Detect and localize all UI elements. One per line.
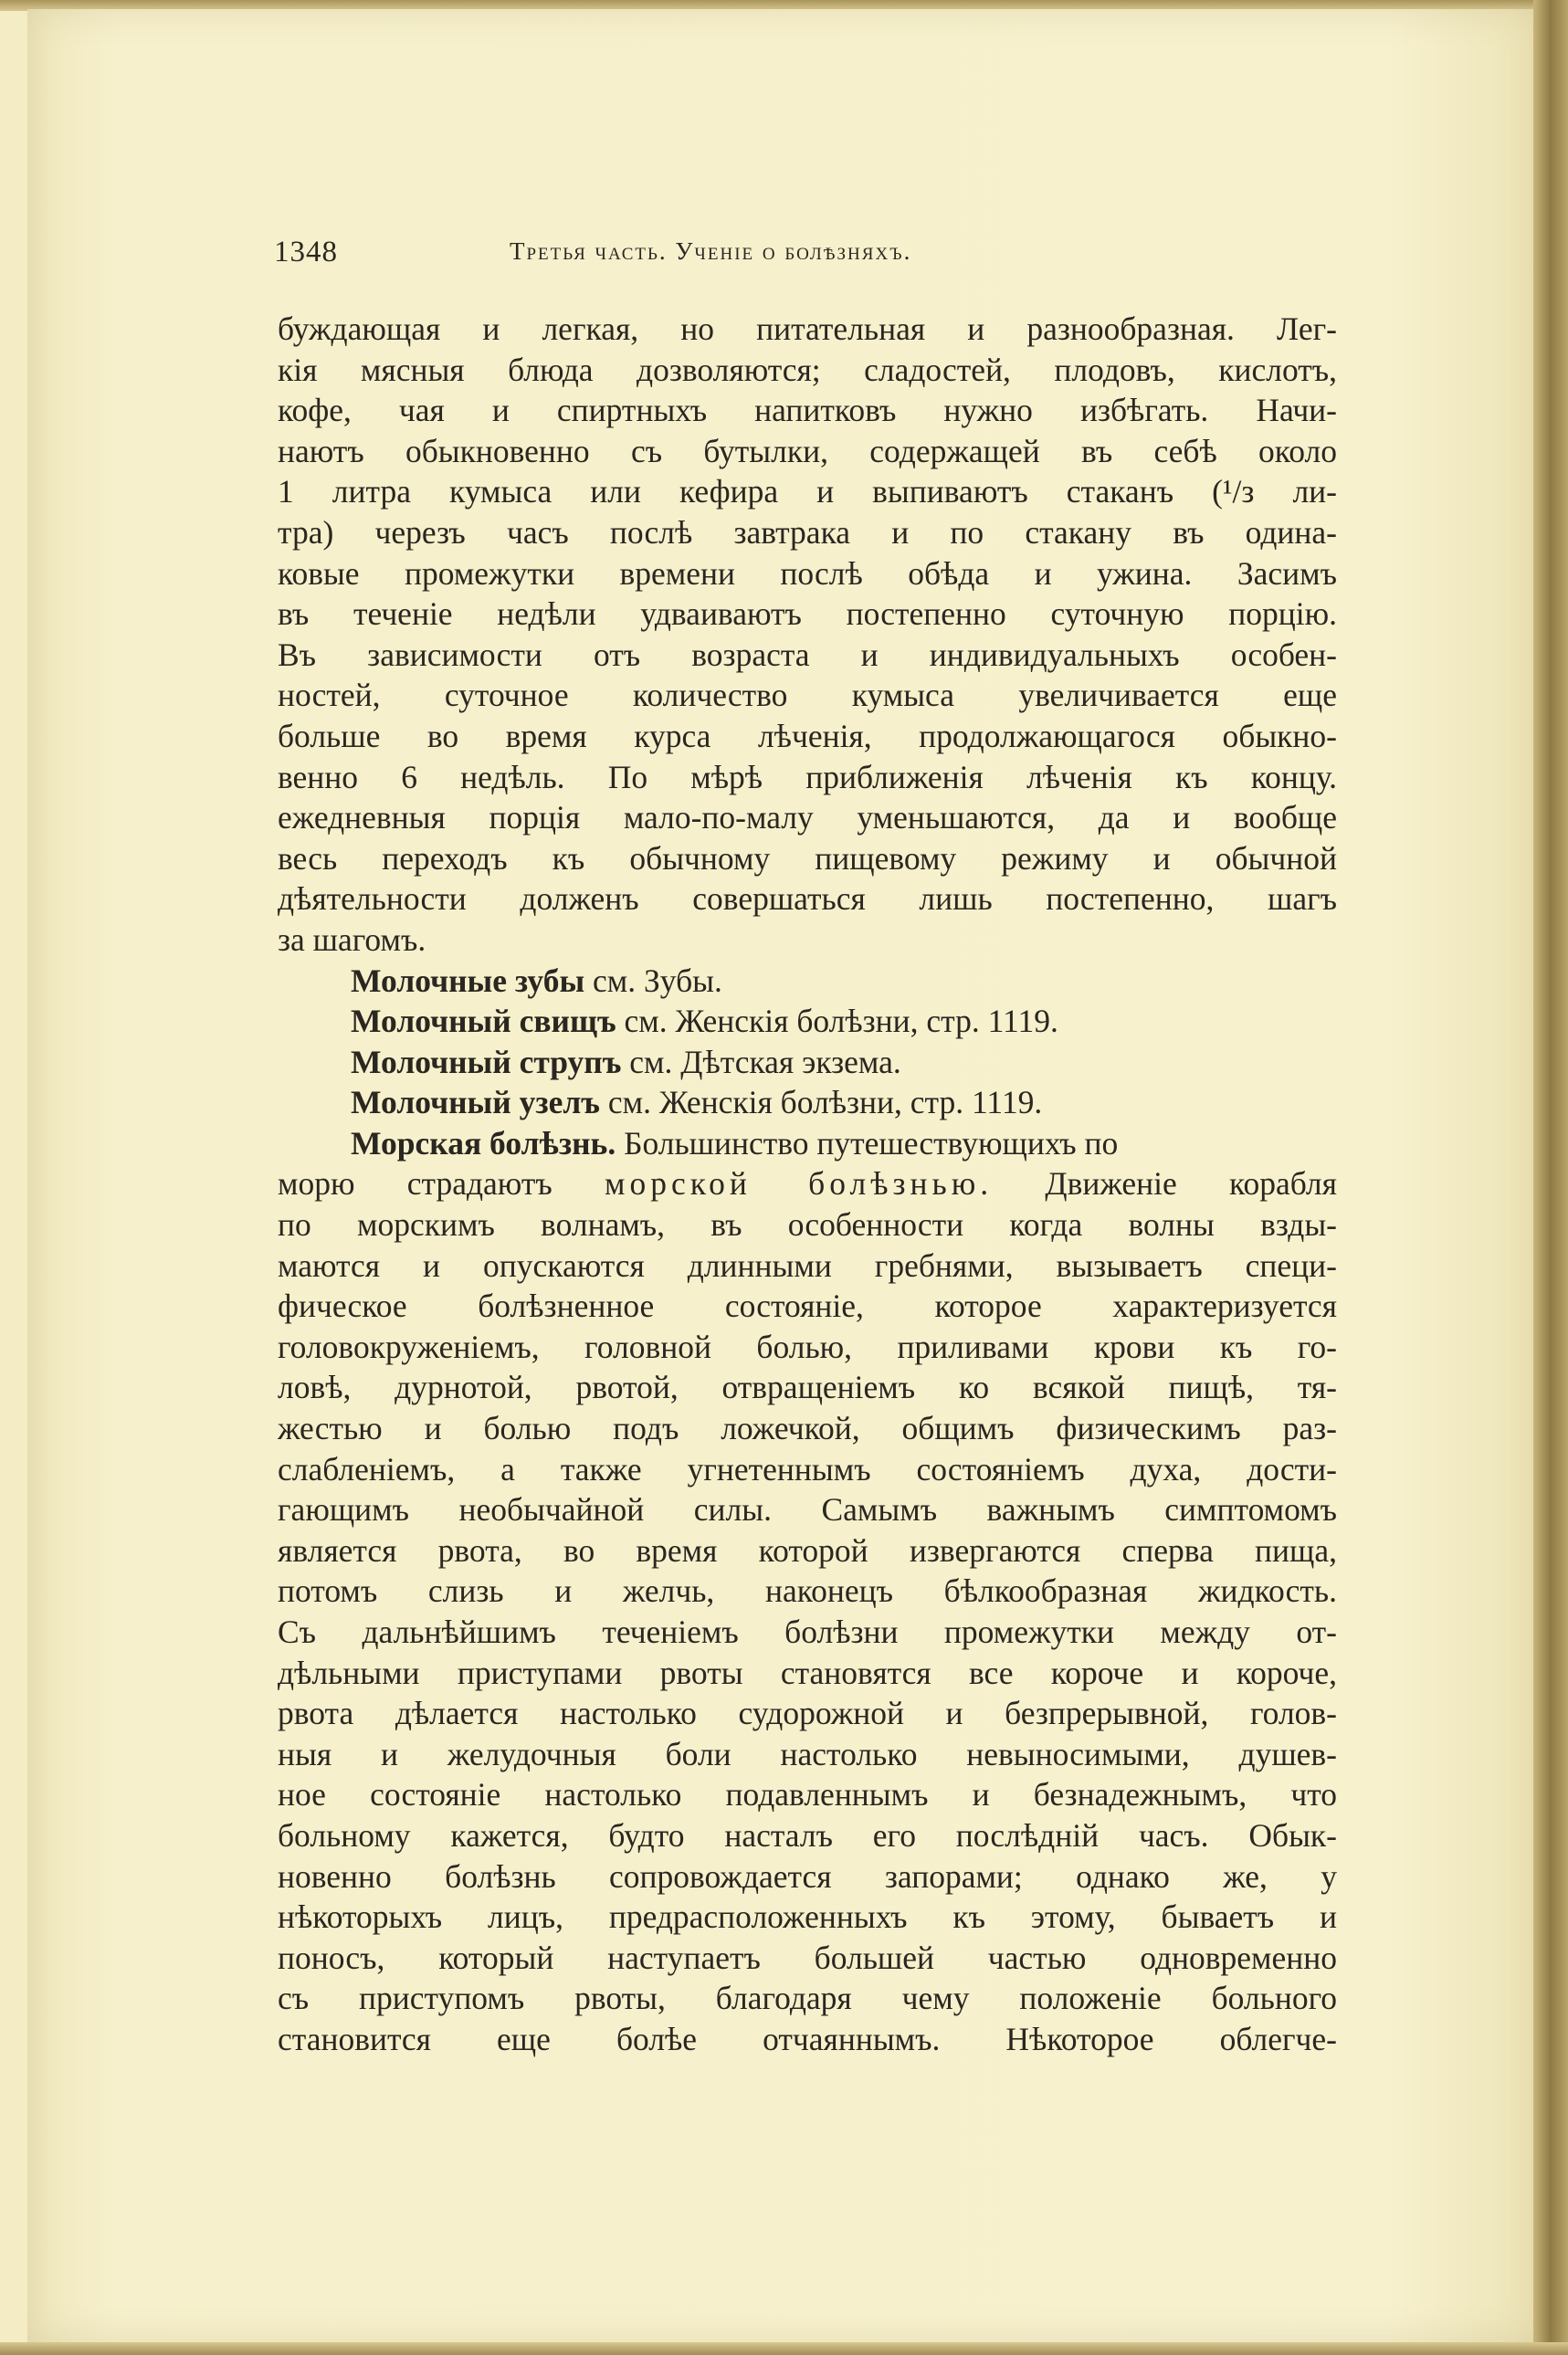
text-line: тра) черезъ часъ послѣ завтрака и по стакану въ одина- <box>278 513 1337 551</box>
text-line: ностей, суточное количество кумыса увеличивается еще <box>278 677 1337 714</box>
entry-reference: см. Зубы. <box>584 962 722 999</box>
text-line: Въ зависимости отъ возраста и индивидуальныхъ особен- <box>278 636 1337 673</box>
entry-line <box>278 1001 1337 1042</box>
running-title: Третья часть. Ученіе о болѣзняхъ. <box>510 237 912 265</box>
entry-reference: Большинство путешествующихъ по <box>616 1124 1119 1162</box>
text-line: кія мясныя блюда дозволяются; сладостей, плодовъ, кислотъ, <box>278 351 1337 388</box>
text-line: дѣятельности долженъ совершаться лишь постепенно, шагъ <box>278 880 1337 918</box>
text-line: въ теченіе недѣли удваиваютъ постепенно суточную порцію. <box>278 595 1337 633</box>
text-line: ныя и желудочныя боли настолько невыносимыми, душев- <box>278 1735 1337 1772</box>
emphasized-term: морской болѣзнью. <box>604 1165 994 1203</box>
page-header <box>274 236 1315 281</box>
entry-reference: см. Женскія болѣзни, стр. 1119. <box>599 1084 1043 1121</box>
text-line: ковые промежутки времени послѣ обѣда и ужина. Засимъ <box>278 554 1337 592</box>
text-line: фическое болѣзненное состояніе, которое характеризуется <box>278 1288 1337 1325</box>
text-line: за шагомъ. <box>278 920 426 958</box>
text-line: больному кажется, будто насталъ его послѣдній часъ. Обык- <box>278 1816 1337 1854</box>
text-line: буждающая и легкая, но питательная и разнообразная. Лег- <box>278 310 1337 347</box>
entry-reference: см. Дѣтская экзема. <box>621 1043 901 1080</box>
text-line: жестью и болью подъ ложечкой, общимъ физическимъ раз- <box>278 1410 1337 1447</box>
text-line <box>278 1163 1337 1204</box>
text-line: слабленіемъ, а также угнетеннымъ состояніемъ духа, дости- <box>278 1450 1337 1488</box>
text-line: ное состояніе настолько подавленнымъ и безнадежнымъ, что <box>278 1776 1337 1814</box>
entry-term: Молочный свищъ <box>351 1003 616 1040</box>
entry-term: Морская болѣзнь. <box>351 1124 616 1162</box>
text-line: становится еще болѣе отчаяннымъ. Нѣкоторое облегче- <box>278 2020 1337 2057</box>
text-line: новенно болѣзнь сопровождается запорами; однако же, у <box>278 1857 1337 1895</box>
text-fragment: Движеніе корабля <box>993 1165 1337 1203</box>
text-line: больше во время курса лѣченія, продолжающагося обыкно- <box>278 717 1337 754</box>
text-line: дѣльными приступами рвоты становятся все короче и короче, <box>278 1654 1337 1691</box>
text-line: венно 6 недѣль. По мѣрѣ приближенія лѣченія къ концу. <box>278 758 1337 795</box>
text-line: ловѣ, дурнотой, рвотой, отвращеніемъ ко всякой пищѣ, тя- <box>278 1369 1337 1406</box>
entry-term: Молочные зубы <box>351 962 585 999</box>
text-line: головокруженіемъ, головной болью, приливами крови къ го- <box>278 1328 1337 1365</box>
text-line: поносъ, который наступаетъ большей частью одновременно <box>278 1939 1337 1976</box>
entry-line <box>278 1123 1337 1164</box>
text-line: кофе, чая и спиртныхъ напитковъ нужно избѣгать. Начи- <box>278 392 1337 429</box>
entry-reference: см. Женскія болѣзни, стр. 1119. <box>616 1003 1058 1040</box>
paragraph-sea-sickness <box>278 1163 1337 2059</box>
text-line: наютъ обыкновенно съ бутылки, содержащей въ себѣ около <box>278 432 1337 469</box>
entry-line <box>278 961 1337 1002</box>
page-bottom-edge <box>0 2342 1568 2355</box>
book-spine-edge <box>1533 0 1568 2355</box>
text-line: ежедневныя порція мало-по-малу уменьшаются, да и вообще <box>278 799 1337 836</box>
text-fragment: морю страдаютъ <box>278 1165 605 1203</box>
entry-term: Молочный струпъ <box>351 1043 622 1080</box>
text-line: съ приступомъ рвоты, благодаря чему положеніе больного <box>278 1980 1337 2017</box>
entry-line <box>278 1082 1337 1123</box>
entry-line <box>278 1042 1337 1083</box>
entry-term: Молочный узелъ <box>351 1084 600 1121</box>
body-text <box>278 309 1337 2060</box>
text-line: нѣкоторыхъ лицъ, предрасположенныхъ къ этому, бываетъ и <box>278 1898 1337 1936</box>
text-line: гающимъ необычайной силы. Самымъ важнымъ симптомомъ <box>278 1491 1337 1529</box>
text-line: весь переходъ къ обычному пищевому режиму и обычной <box>278 839 1337 877</box>
text-line: по морскимъ волнамъ, въ особенности когда волны взды- <box>278 1206 1337 1244</box>
text-line: 1 литра кумыса или кефира и выпиваютъ стаканъ (¹/з ли- <box>278 473 1337 510</box>
text-line: потомъ слизь и желчь, наконецъ бѣлкообразная жидкость. <box>278 1572 1337 1610</box>
page-number: 1348 <box>274 236 338 268</box>
text-line: рвота дѣлается настолько судорожной и безпрерывной, голов- <box>278 1695 1337 1732</box>
paragraph-kumys-treatment <box>278 309 1337 961</box>
dictionary-entries <box>278 961 1337 1164</box>
text-line: Съ дальнѣйшимъ теченіемъ болѣзни промежутки между от- <box>278 1614 1337 1650</box>
text-line: маются и опускаются длинными гребнями, вызываетъ специ- <box>278 1246 1337 1284</box>
text-line: является рвота, во время которой извергаются сперва пища, <box>278 1531 1337 1569</box>
